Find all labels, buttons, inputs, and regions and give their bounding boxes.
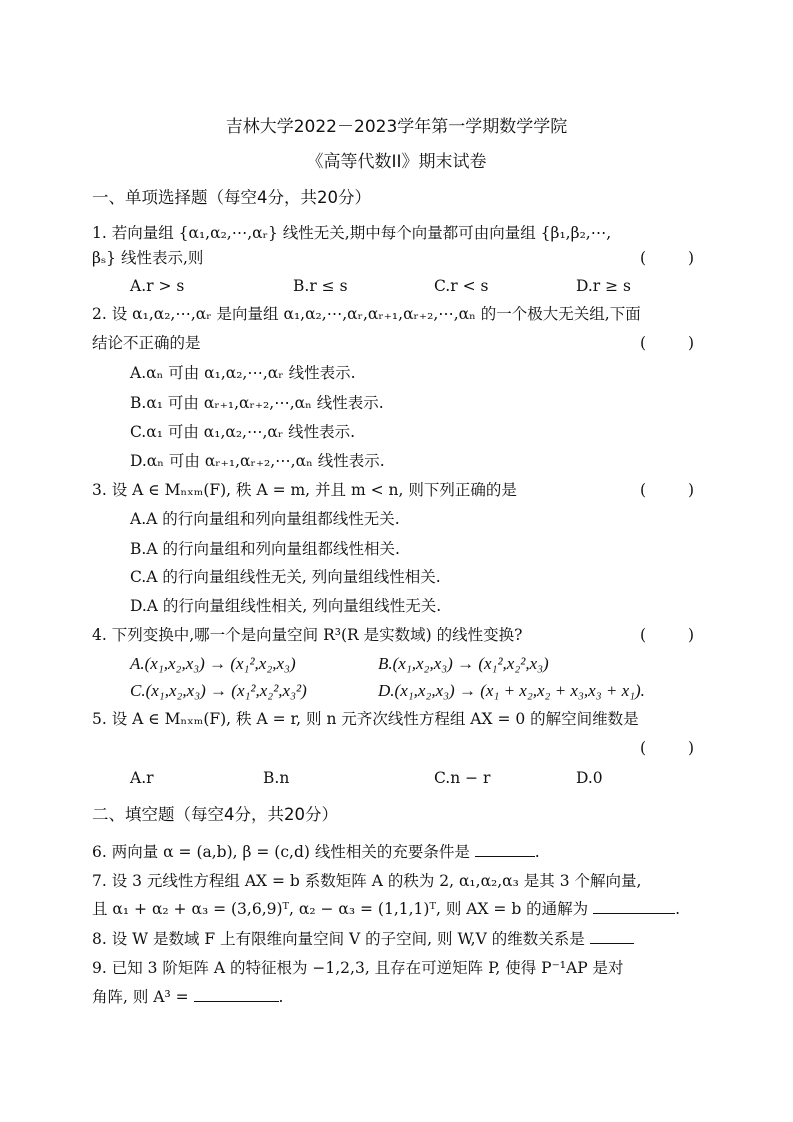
q4-line1: 4. 下列变换中,哪一个是向量空间 R³(R 是实数域) 的线性变换?: [92, 626, 523, 644]
q4-option-a: A.(x₁,x₂,x₃) → (x₁²,x₂,x₃): [130, 654, 296, 673]
q4-answer-paren[interactable]: ( ): [640, 626, 694, 644]
q7-line1: 7. 设 3 元线性方程组 AX = b 系数矩阵 A 的秩为 2, α₁,α₂,α₃ 是其 3 个解向量,: [92, 872, 642, 890]
section1-heading: 一、单项选择题（每空4分，共20分）: [92, 188, 371, 207]
section2-heading: 二、填空题（每空4分，共20分）: [92, 805, 338, 824]
q2-option-d: D.αₙ 可由 αᵣ₊₁,αᵣ₊₂,⋯,αₙ 线性表示.: [130, 452, 385, 470]
exam-title: 吉林大学2022－2023学年第一学期数学学院: [225, 117, 568, 137]
q6-line1: 6. 两向量 α = (a,b), β = (c,d) 线性相关的充要条件是 .: [92, 843, 540, 861]
q9-line1: 9. 已知 3 阶矩阵 A 的特征根为 −1,2,3, 且存在可逆矩阵 P, 使得 P⁻¹AP 是对: [92, 959, 624, 977]
q5-option-c: C.n − r: [434, 769, 491, 787]
q5-option-a: A.r: [130, 769, 154, 787]
q5-option-d: D.0: [576, 769, 603, 787]
q2-option-b: B.α₁ 可由 αᵣ₊₁,αᵣ₊₂,⋯,αₙ 线性表示.: [130, 394, 384, 412]
q6-answer-blank[interactable]: [475, 842, 535, 857]
q7-answer-blank[interactable]: [593, 899, 675, 914]
q8-line1: 8. 设 W 是数域 F 上有限维向量空间 V 的子空间, 则 W,V 的维数关系是: [92, 929, 634, 949]
q1-line2: βₛ} 线性表示,则: [92, 249, 204, 267]
q8-answer-blank[interactable]: [590, 929, 634, 944]
q1-option-b: B.r ≤ s: [293, 277, 348, 295]
q3-option-d: D.A 的行向量组线性相关, 列向量组线性无关.: [130, 597, 442, 615]
q5-option-b: B.n: [263, 769, 290, 787]
q2-option-a: A.αₙ 可由 α₁,α₂,⋯,αᵣ 线性表示.: [130, 364, 356, 382]
q1-option-a: A.r > s: [130, 277, 185, 295]
exam-subtitle: 《高等代数II》期末试卷: [306, 152, 487, 172]
q3-answer-paren[interactable]: ( ): [640, 481, 694, 499]
q3-option-c: C.A 的行向量组线性无关, 列向量组线性相关.: [130, 568, 441, 586]
q2-line1: 2. 设 α₁,α₂,⋯,αᵣ 是向量组 α₁,α₂,⋯,αᵣ,αᵣ₊₁,αᵣ₊₂,⋯,αₙ 的一个极大无关组,下面: [92, 305, 641, 323]
q4-option-c: C.(x₁,x₂,x₃) → (x₁²,x₂²,x₃²): [130, 681, 307, 700]
q4-option-b: B.(x₁,x₂,x₃) → (x₁²,x₂²,x₃): [378, 654, 549, 673]
q1-line1: 1. 若向量组 {α₁,α₂,⋯,αᵣ} 线性无关,期中每个向量都可由向量组 {β₁,β₂,⋯,: [92, 224, 612, 242]
q2-line2: 结论不正确的是: [92, 334, 201, 352]
q3-option-b: B.A 的行向量组和列向量组都线性相关.: [130, 540, 400, 558]
q1-answer-paren[interactable]: ( ): [640, 249, 694, 267]
q1-option-d: D.r ≥ s: [576, 277, 632, 295]
q7-line2: 且 α₁ + α₂ + α₃ = (3,6,9)ᵀ, α₂ − α₃ = (1,1,1)ᵀ, 则 AX = b 的通解为 .: [92, 900, 681, 918]
q3-option-a: A.A 的行向量组和列向量组都线性无关.: [130, 510, 400, 528]
q2-answer-paren[interactable]: ( ): [640, 334, 694, 352]
q9-answer-blank[interactable]: [194, 987, 279, 1002]
q4-option-d: D.(x₁,x₂,x₃) → (x₁ + x₂,x₂ + x₃,x₃ + x₁).: [378, 681, 645, 700]
q5-line1: 5. 设 A ∈ Mₙₓₘ(F), 秩 A = r, 则 n 元齐次线性方程组 AX = 0 的解空间维数是: [92, 710, 639, 728]
q5-answer-paren[interactable]: ( ): [640, 739, 694, 757]
q3-line1: 3. 设 A ∈ Mₙₓₘ(F), 秩 A = m, 并且 m < n, 则下列正确的是: [92, 481, 517, 499]
q9-line2: 角阵, 则 A³ = .: [92, 988, 284, 1006]
q1-option-c: C.r < s: [434, 277, 489, 295]
q2-option-c: C.α₁ 可由 α₁,α₂,⋯,αᵣ 线性表示.: [130, 423, 356, 441]
